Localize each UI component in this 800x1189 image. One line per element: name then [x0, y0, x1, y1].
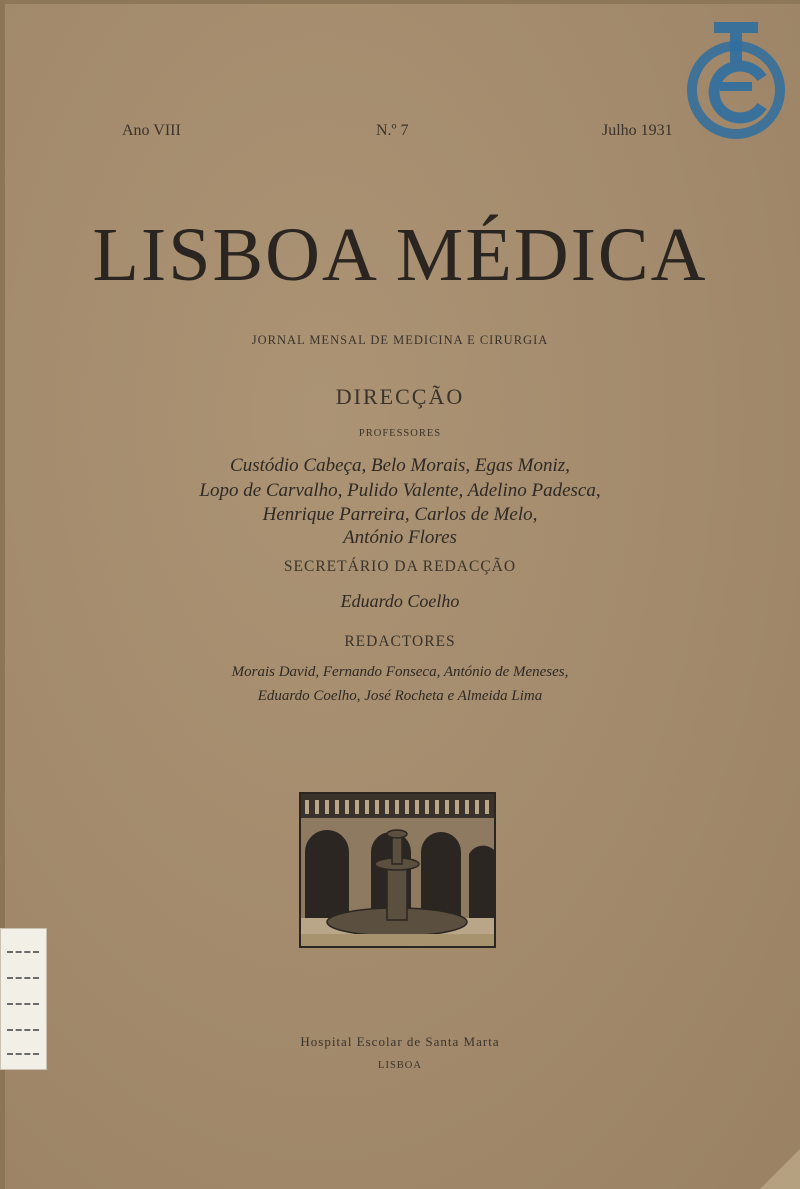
journal-title: LISBOA MÉDICA — [92, 213, 708, 297]
institution-city: LISBOA — [378, 1060, 422, 1071]
library-shelf-label — [0, 928, 47, 1070]
cloister-engraving-image — [299, 792, 496, 948]
secretary-heading: SECRETÁRIO DA REDACÇÃO — [283, 558, 517, 575]
label-line — [7, 1003, 39, 1005]
page-corner — [760, 1149, 800, 1189]
label-line — [7, 1029, 39, 1031]
library-stamp-icon — [680, 20, 792, 144]
director-names-line: Custódio Cabeça, Belo Morais, Egas Moniz, — [230, 455, 570, 476]
director-names-line: Lopo de Carvalho, Pulido Valente, Adelino Padesca, — [199, 480, 601, 501]
director-names-line: Henrique Parreira, Carlos de Melo, — [262, 504, 538, 525]
label-line — [7, 951, 39, 953]
label-line — [7, 1053, 39, 1055]
editor-names-line: Morais David, Fernando Fonseca, António de Meneses, — [231, 664, 569, 680]
label-line — [7, 977, 39, 979]
editor-names-line: Eduardo Coelho, José Rocheta e Almeida Lima — [257, 688, 543, 704]
direction-heading: DIRECÇÃO — [335, 384, 465, 409]
secretary-name: Eduardo Coelho — [340, 591, 460, 611]
editors-heading: REDACTORES — [344, 633, 456, 650]
issue-date: Julho 1931 — [602, 122, 673, 139]
issue-number: N.º 7 — [376, 122, 409, 139]
professors-heading: PROFESSORES — [358, 428, 442, 439]
director-names-line: António Flores — [343, 527, 457, 548]
cloister-fountain-engraving — [301, 794, 494, 946]
volume-year: Ano VIII — [122, 122, 181, 139]
institution-name: Hospital Escolar de Santa Marta — [300, 1034, 500, 1049]
page-edge-top — [0, 0, 800, 4]
journal-subtitle: JORNAL MENSAL DE MEDICINA E CIRURGIA — [251, 333, 549, 347]
